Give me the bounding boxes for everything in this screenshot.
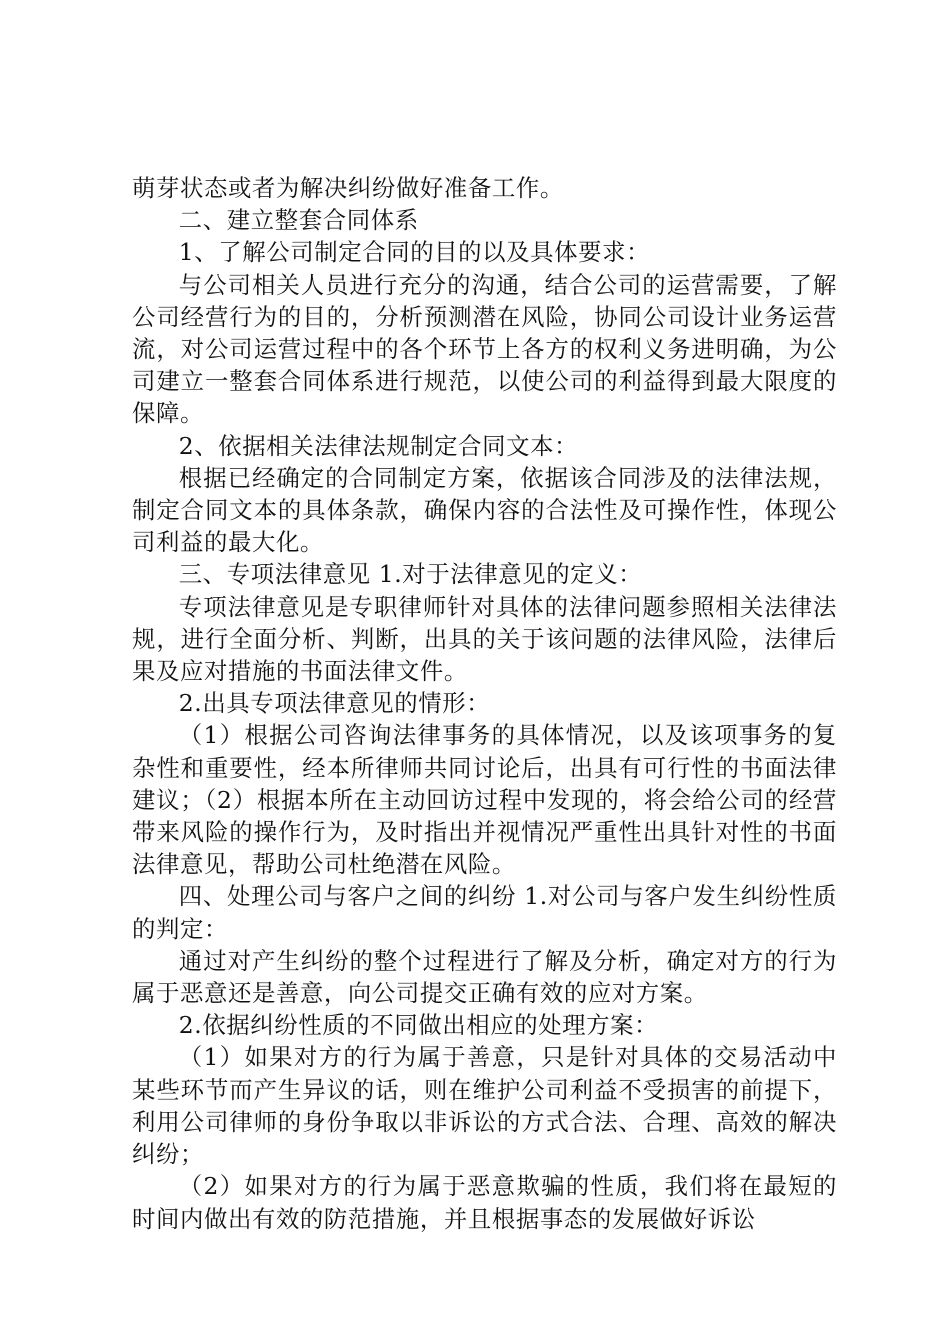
subheading-2-2: 2、依据相关法律法规制定合同文本： [178,431,579,460]
subheading-3-2: 2.出具专项法律意见的情形： [178,689,491,718]
section-heading-3: 三、专项法律意见 1.对于法律意见的定义： [178,560,643,589]
paragraph-4-2-item-1: （1）如果对方的行为属于善意，只是针对具体的交易活动中某些环节而产生异议的话，则在维护公司利益不受损害的前提下，利用公司律师的身份争取以非诉讼的方式合法、合理、高效的解决纠纷； [132,1043,837,1169]
paragraph-1: 萌芽状态或者为解决纠纷做好准备工作。 [132,174,564,202]
paragraph-3-1-body: 专项法律意见是专职律师针对具体的法律问题参照相关法律法规，进行全面分析、判断，出具的关于该问题的法律风险，法律后果及应对措施的书面法律文件。 [132,592,837,686]
paragraph-4-2-item-2: （2）如果对方的行为属于恶意欺骗的性质，我们将在最短的时间内做出有效的防范措施，并且根据事态的发展做好诉讼 [132,1172,837,1233]
document-body [132,172,837,1235]
paragraph-4-1-body: 通过对产生纠纷的整个过程进行了解及分析，确定对方的行为属于恶意还是善意，向公司提交正确有效的应对方案。 [132,946,837,1008]
subheading-2-1: 1、了解公司制定合同的目的以及具体要求： [178,238,651,267]
paragraph-2-1-body: 与公司相关人员进行充分的沟通，结合公司的运营需要，了解公司经营行为的目的，分析预测潜在风险，协同公司设计业务运营流，对公司运营过程中的各个环节上各方的权利义务进明确，为公司建立一整套合同体系进行规范，以使公司的利益得到最大限度的保障。 [132,270,837,428]
paragraph-2-2-body: 根据已经确定的合同制定方案，依据该合同涉及的法律法规，制定合同文本的具体条款，确保内容的合法性及可操作性，体现公司利益的最大化。 [132,463,837,557]
subheading-4-2: 2.依据纠纷性质的不同做出相应的处理方案： [178,1011,659,1040]
section-heading-2: 二、建立整套合同体系 [178,206,419,235]
paragraph-3-2-body: （1）根据公司咨询法律事务的具体情况，以及该项事务的复杂性和重要性，经本所律师共同讨论后，出具有可行性的书面法律建议；（2）根据本所在主动回访过程中发现的，将会给公司的经营带来风险的操作行为，及时指出并视情况严重性出具针对性的书面法律意见，帮助公司杜绝潜在风险。 [132,721,837,879]
section-heading-4: 四、处理公司与客户之间的纠纷 1.对公司与客户发生纠纷性质的判定： [132,882,837,943]
